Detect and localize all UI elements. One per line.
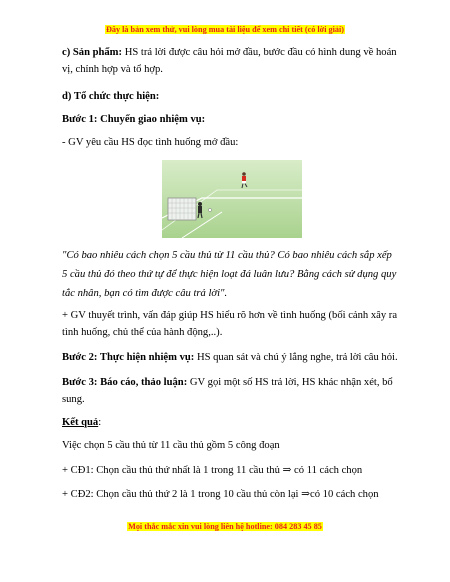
- ket-qua-colon: :: [98, 417, 102, 428]
- buoc3-paragraph: [62, 374, 398, 408]
- soccer-field-icon: [162, 160, 302, 238]
- san-pham-text: HS trả lời được câu hỏi mở đầu, bước đầu có hình dung về hoán vị, chỉnh hợp và tổ hợp.: [62, 47, 397, 75]
- buoc2-label: Bước 2: Thực hiện nhiệm vụ:: [62, 352, 195, 363]
- ket-qua-heading: [62, 414, 398, 431]
- cd2-line: + CĐ2: Chọn cầu thủ thứ 2 là 1 trong 10 cầu thủ còn lại ⇒có 10 cách chọn: [62, 489, 379, 500]
- soccer-penalty-illustration: [162, 160, 302, 238]
- viec-chon-line: Việc chọn 5 cầu thủ từ 11 cầu thủ gồm 5 công đoạn: [62, 440, 280, 451]
- buoc1-heading: Bước 1: Chuyển giao nhiệm vụ:: [62, 114, 206, 125]
- hotline-notice-text: Mọi thắc mắc xin vui lòng liên hệ hotline: 084 283 45 85: [128, 522, 322, 531]
- to-chuc-heading: d) Tổ chức thực hiện:: [62, 91, 160, 102]
- hotline-notice-banner: [0, 522, 450, 531]
- buoc3-label: Bước 3: Báo cáo, thảo luận:: [62, 377, 188, 388]
- buoc2-text: HS quan sát và chú ý lắng nghe, trả lời câu hỏi.: [194, 352, 398, 363]
- gv-thuyet-trinh-paragraph: + GV thuyết trình, vấn đáp giúp HS hiểu rõ hơn về tình huống (bối cảnh xây ra tình huống, chủ thể của hành động,..).: [62, 310, 398, 338]
- preview-notice-text: Đây là bản xem thử, vui lòng mua tài liệu để xem chi tiết (có lời giải): [105, 25, 344, 34]
- san-pham-label: c) Sản phẩm:: [62, 47, 123, 58]
- preview-notice-banner: [0, 25, 450, 34]
- san-pham-paragraph: [62, 44, 398, 78]
- cd1-line: + CĐ1: Chọn cầu thủ thứ nhất là 1 trong 11 cầu thủ ⇒ có 11 cách chọn: [62, 465, 363, 476]
- gv-yeu-cau-line: - GV yêu cầu HS đọc tình huống mở đầu:: [62, 137, 239, 148]
- buoc2-paragraph: [62, 349, 398, 366]
- ket-qua-label: Kết quả: [62, 417, 99, 428]
- opening-question: "Có bao nhiêu cách chọn 5 cầu thủ từ 11 cầu thủ? Có bao nhiêu cách sắp xếp 5 cầu thủ đó theo thứ tự để thực hiện loạt đá luân lưu? Bằng cách sử dụng quy tắc nhân, bạn có tìm được câu trả lời".: [62, 250, 397, 299]
- buoc3-text: GV gọi một số HS trả lời, HS khác nhận xét, bổ sung.: [62, 377, 393, 405]
